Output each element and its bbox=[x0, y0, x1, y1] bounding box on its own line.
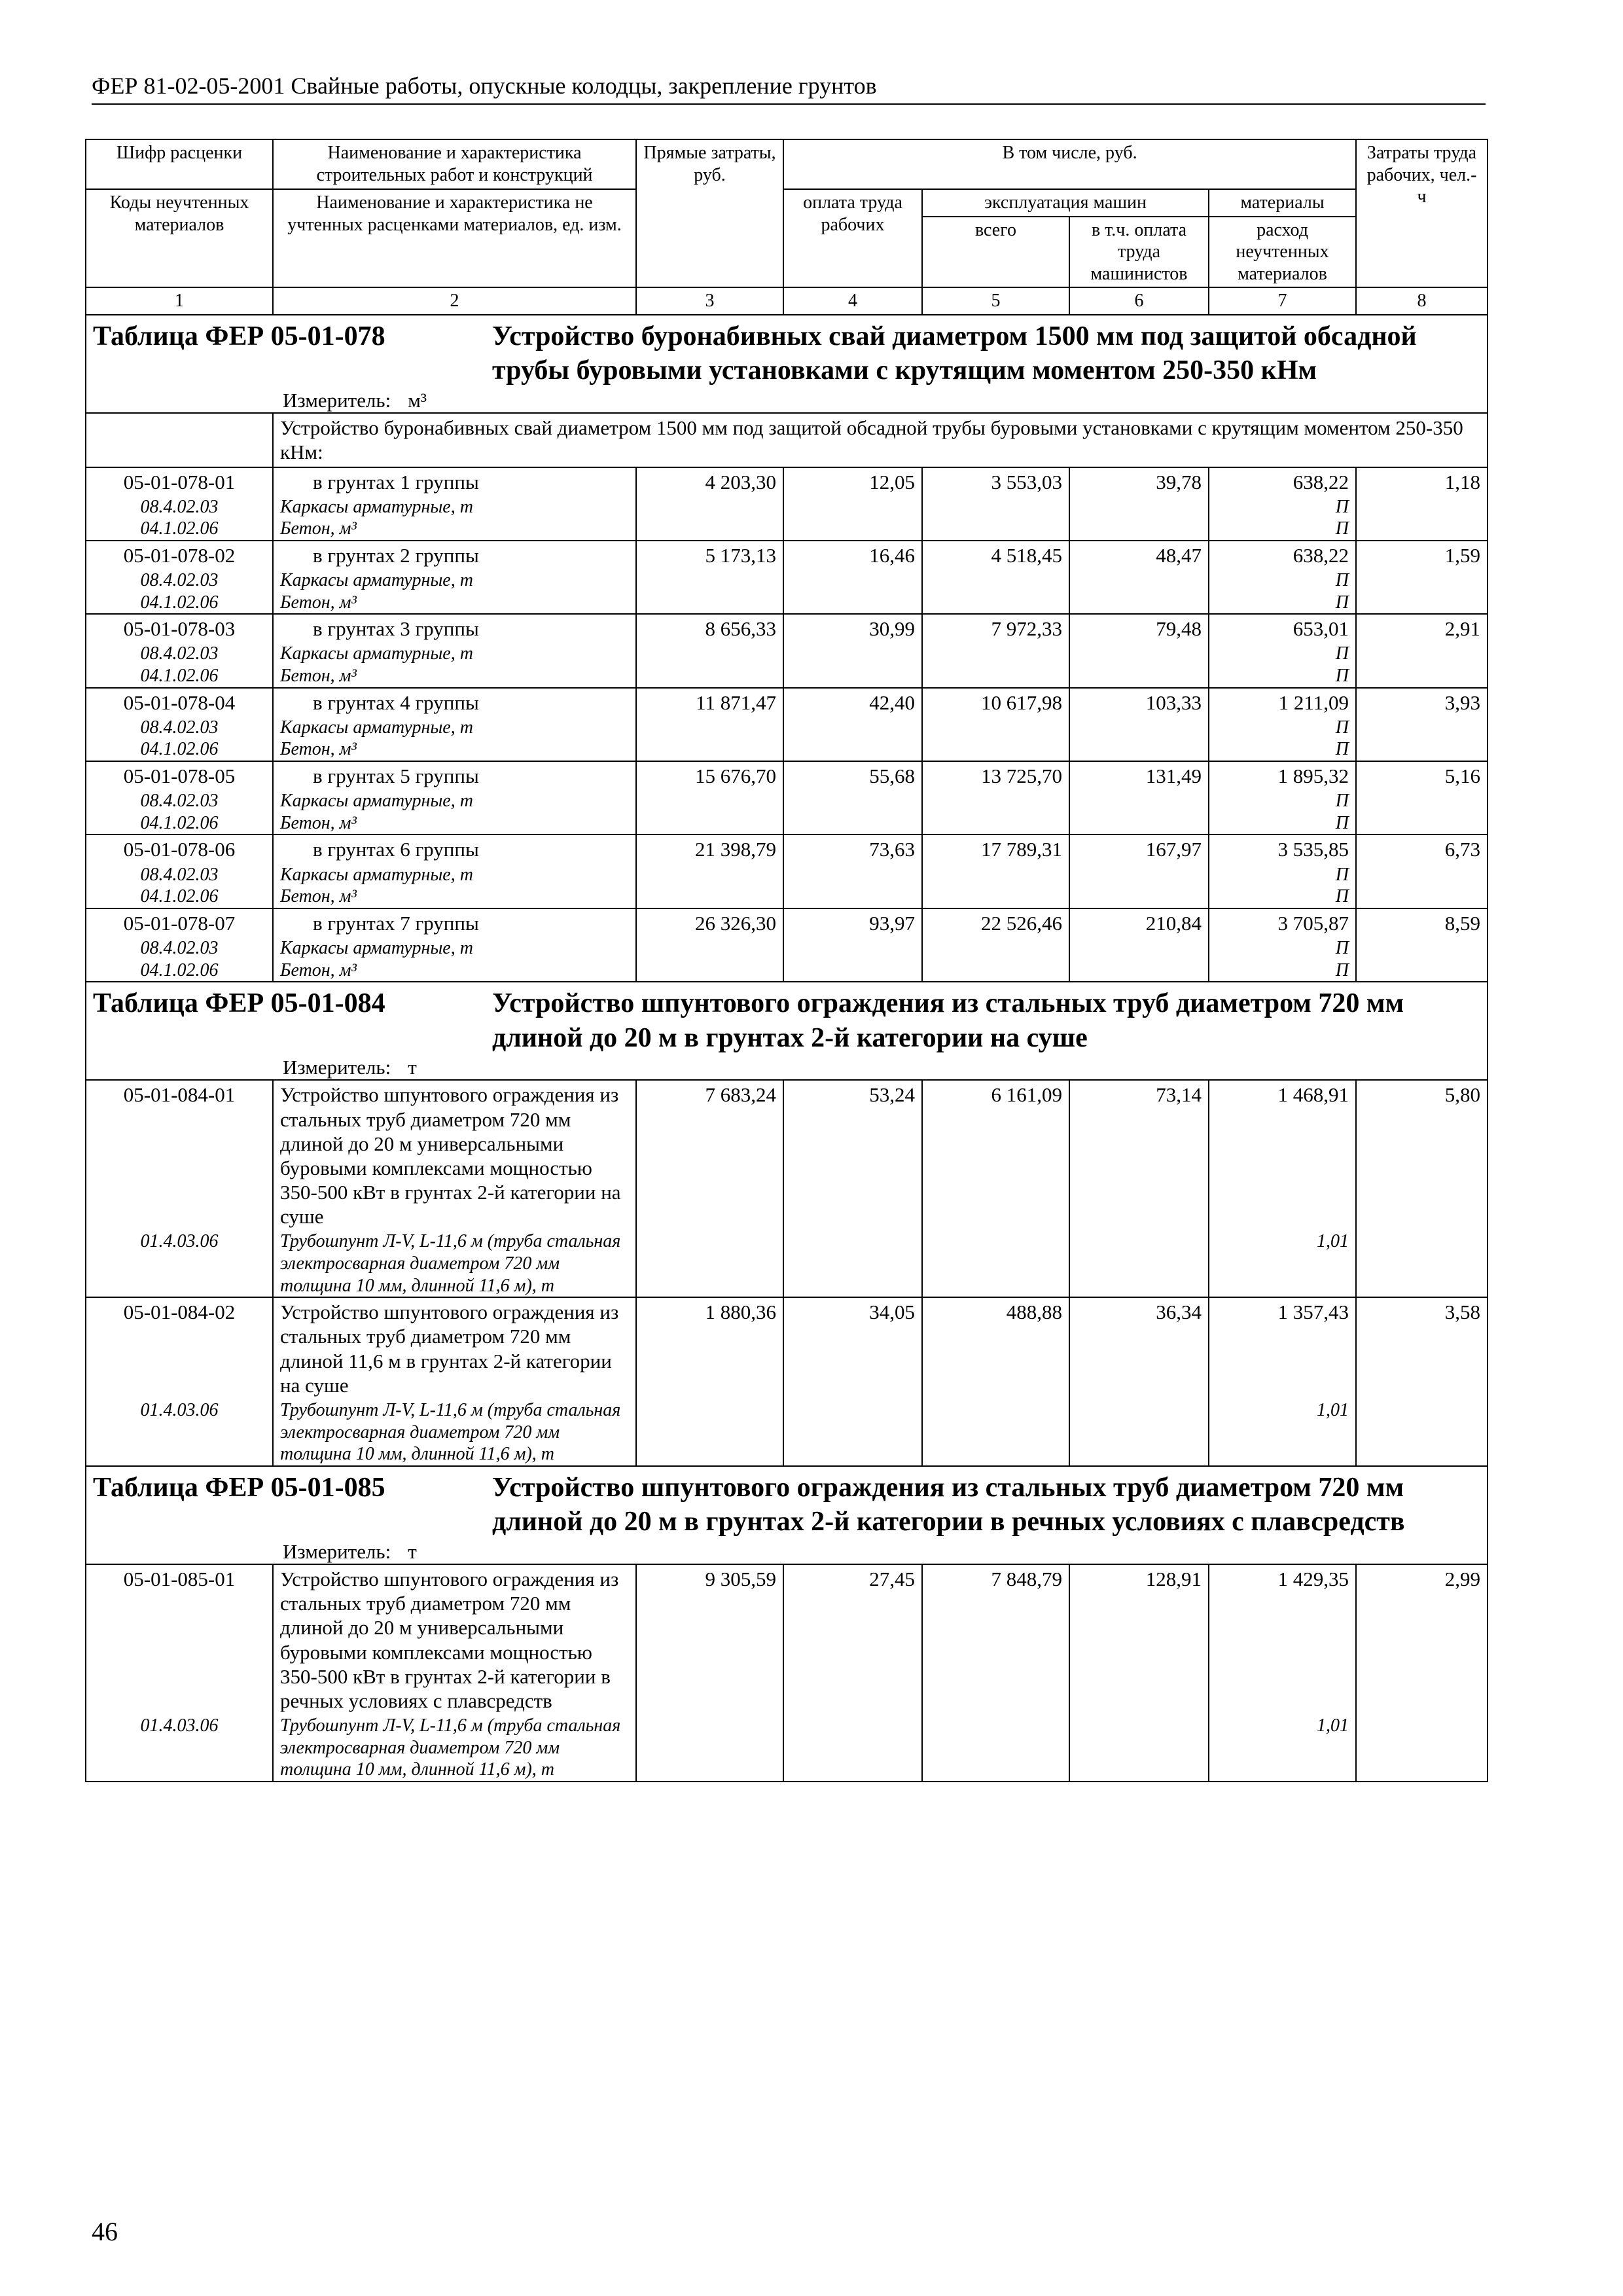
material-code: 08.4.02.03 bbox=[86, 643, 273, 665]
empty-cell bbox=[1069, 592, 1209, 615]
materials-cost: 638,22 bbox=[1209, 467, 1356, 496]
empty-cell bbox=[783, 592, 922, 615]
page-header: ФЕР 81-02-05-2001 Свайные работы, опускные колодцы, закрепление грунтов bbox=[92, 72, 1486, 105]
empty-cell bbox=[1356, 592, 1488, 615]
rate-name: в грунтах 1 группы bbox=[273, 467, 636, 496]
empty-cell bbox=[783, 937, 922, 960]
direct-cost: 26 326,30 bbox=[636, 908, 783, 937]
col-number: 5 bbox=[922, 287, 1069, 315]
header-name: Наименование и характеристика строительных работ и конструкций bbox=[273, 139, 636, 189]
empty-cell bbox=[636, 864, 783, 886]
empty-cell bbox=[922, 812, 1069, 835]
material-name: Бетон, м³ bbox=[273, 592, 636, 615]
rate-code: 05-01-078-05 bbox=[86, 761, 273, 790]
empty-cell bbox=[636, 592, 783, 615]
direct-cost: 21 398,79 bbox=[636, 834, 783, 863]
machinists-cost: 167,97 bbox=[1069, 834, 1209, 863]
empty-cell bbox=[1069, 518, 1209, 541]
header-labor: оплата труда рабочих bbox=[783, 189, 922, 287]
machinists-cost: 39,78 bbox=[1069, 467, 1209, 496]
material-code: 01.4.03.06 bbox=[86, 1715, 273, 1782]
machines-cost: 6 161,09 bbox=[922, 1080, 1069, 1230]
table-title-block bbox=[86, 982, 1488, 1080]
material-qty: П bbox=[1209, 665, 1356, 688]
empty-cell bbox=[922, 937, 1069, 960]
material-row bbox=[86, 1399, 1488, 1466]
material-code: 08.4.02.03 bbox=[86, 864, 273, 886]
empty-cell bbox=[1356, 1715, 1488, 1782]
machinists-cost: 128,91 bbox=[1069, 1564, 1209, 1715]
materials-cost: 3 705,87 bbox=[1209, 908, 1356, 937]
table-label: Таблица ФЕР 05-01-085 bbox=[93, 1472, 385, 1503]
labor-cost: 27,45 bbox=[783, 1564, 922, 1715]
material-name: Каркасы арматурные, т bbox=[273, 790, 636, 812]
measure-label: Измеритель: bbox=[283, 1056, 391, 1079]
rate-code: 05-01-078-02 bbox=[86, 541, 273, 569]
material-code: 04.1.02.06 bbox=[86, 592, 273, 615]
empty-cell bbox=[1356, 960, 1488, 982]
labor-hours: 2,99 bbox=[1356, 1564, 1488, 1715]
intro-row bbox=[86, 413, 1488, 467]
empty-cell bbox=[636, 790, 783, 812]
machinists-cost: 131,49 bbox=[1069, 761, 1209, 790]
empty-cell bbox=[1069, 665, 1209, 688]
material-name: Каркасы арматурные, т bbox=[273, 717, 636, 739]
material-code: 08.4.02.03 bbox=[86, 717, 273, 739]
direct-cost: 8 656,33 bbox=[636, 614, 783, 643]
material-qty: П bbox=[1209, 738, 1356, 761]
table-title-row bbox=[86, 1466, 1488, 1564]
table-title-block bbox=[86, 1466, 1488, 1564]
empty-cell bbox=[783, 665, 922, 688]
material-row bbox=[86, 1230, 1488, 1297]
table-row bbox=[86, 614, 1488, 643]
empty-cell bbox=[1069, 960, 1209, 982]
material-name: Бетон, м³ bbox=[273, 812, 636, 835]
empty-cell bbox=[1356, 886, 1488, 908]
material-row bbox=[86, 790, 1488, 812]
material-qty: П bbox=[1209, 592, 1356, 615]
material-code: 08.4.02.03 bbox=[86, 569, 273, 592]
table-row bbox=[86, 1564, 1488, 1715]
header-code: Шифр расценки bbox=[86, 139, 273, 189]
labor-hours: 6,73 bbox=[1356, 834, 1488, 863]
materials-cost: 1 357,43 bbox=[1209, 1297, 1356, 1399]
material-qty: 1,01 bbox=[1209, 1715, 1356, 1782]
header-missing-codes: Коды неучтенных материалов bbox=[86, 189, 273, 287]
col-number: 3 bbox=[636, 287, 783, 315]
material-name: Бетон, м³ bbox=[273, 738, 636, 761]
material-qty: П bbox=[1209, 790, 1356, 812]
material-name: Каркасы арматурные, т bbox=[273, 643, 636, 665]
col-number: 7 bbox=[1209, 287, 1356, 315]
empty-cell bbox=[636, 1715, 783, 1782]
rate-code: 05-01-078-04 bbox=[86, 688, 273, 717]
empty-cell bbox=[636, 496, 783, 518]
rate-code: 05-01-078-03 bbox=[86, 614, 273, 643]
empty-cell bbox=[783, 960, 922, 982]
labor-cost: 34,05 bbox=[783, 1297, 922, 1399]
empty-cell bbox=[1069, 1230, 1209, 1297]
empty-cell bbox=[783, 1230, 922, 1297]
material-code: 01.4.03.06 bbox=[86, 1399, 273, 1466]
empty-cell bbox=[783, 886, 922, 908]
empty-cell bbox=[1069, 886, 1209, 908]
rate-code: 05-01-084-02 bbox=[86, 1297, 273, 1399]
material-code: 01.4.03.06 bbox=[86, 1230, 273, 1297]
material-name: Бетон, м³ bbox=[273, 518, 636, 541]
table-title-row bbox=[86, 315, 1488, 413]
header-machines-total: всего bbox=[922, 217, 1069, 288]
labor-hours: 1,18 bbox=[1356, 467, 1488, 496]
material-name: Трубошпунт Л-V, L-11,6 м (труба стальная электросварная диаметром 720 мм толщина 10 мм, длинной 11,6 м), т bbox=[273, 1230, 636, 1297]
empty-cell bbox=[922, 960, 1069, 982]
header-direct: Прямые затраты, руб. bbox=[636, 139, 783, 287]
empty-cell bbox=[783, 1715, 922, 1782]
measure-line bbox=[93, 1055, 1480, 1079]
rate-name: Устройство шпунтового ограждения из стальных труб диаметром 720 мм длиной 11,6 м в грунтах 2-й категории на суше bbox=[273, 1297, 636, 1399]
col-number: 2 bbox=[273, 287, 636, 315]
material-row bbox=[86, 937, 1488, 960]
machines-cost: 7 972,33 bbox=[922, 614, 1069, 643]
labor-hours: 3,58 bbox=[1356, 1297, 1488, 1399]
direct-cost: 7 683,24 bbox=[636, 1080, 783, 1230]
table-row bbox=[86, 761, 1488, 790]
empty-cell bbox=[86, 413, 273, 467]
header-materials: материалы bbox=[1209, 189, 1356, 217]
materials-cost: 3 535,85 bbox=[1209, 834, 1356, 863]
empty-cell bbox=[783, 1399, 922, 1466]
table-heading: Устройство шпунтового ограждения из стальных труб диаметром 720 мм длиной до 20 м в грунтах 2-й категории на суше bbox=[492, 988, 1404, 1053]
col-number: 1 bbox=[86, 287, 273, 315]
empty-cell bbox=[922, 738, 1069, 761]
empty-cell bbox=[1356, 717, 1488, 739]
material-code: 04.1.02.06 bbox=[86, 738, 273, 761]
empty-cell bbox=[636, 643, 783, 665]
material-code: 08.4.02.03 bbox=[86, 790, 273, 812]
measure-line bbox=[93, 1539, 1480, 1564]
material-qty: П bbox=[1209, 864, 1356, 886]
empty-cell bbox=[636, 812, 783, 835]
labor-hours: 3,93 bbox=[1356, 688, 1488, 717]
rate-name: в грунтах 6 группы bbox=[273, 834, 636, 863]
rates-table bbox=[85, 139, 1488, 1782]
rate-code: 05-01-084-01 bbox=[86, 1080, 273, 1230]
empty-cell bbox=[922, 592, 1069, 615]
labor-hours: 2,91 bbox=[1356, 614, 1488, 643]
machinists-cost: 73,14 bbox=[1069, 1080, 1209, 1230]
table-row bbox=[86, 467, 1488, 496]
materials-cost: 1 429,35 bbox=[1209, 1564, 1356, 1715]
material-code: 04.1.02.06 bbox=[86, 665, 273, 688]
table-row bbox=[86, 688, 1488, 717]
rate-code: 05-01-078-07 bbox=[86, 908, 273, 937]
empty-cell bbox=[922, 665, 1069, 688]
material-name: Каркасы арматурные, т bbox=[273, 937, 636, 960]
material-qty: П bbox=[1209, 886, 1356, 908]
rate-code: 05-01-078-01 bbox=[86, 467, 273, 496]
material-row bbox=[86, 643, 1488, 665]
empty-cell bbox=[1069, 790, 1209, 812]
measure-unit: т bbox=[408, 1539, 417, 1563]
machinists-cost: 36,34 bbox=[1069, 1297, 1209, 1399]
material-name: Каркасы арматурные, т bbox=[273, 864, 636, 886]
page-number: 46 bbox=[92, 2217, 118, 2246]
header-machines: эксплуатация машин bbox=[922, 189, 1209, 217]
material-qty: П bbox=[1209, 937, 1356, 960]
empty-cell bbox=[1069, 1715, 1209, 1782]
empty-cell bbox=[922, 1399, 1069, 1466]
table-label: Таблица ФЕР 05-01-084 bbox=[93, 988, 385, 1019]
intro-text: Устройство буронабивных свай диаметром 1500 мм под защитой обсадной трубы буровыми установками с крутящим моментом 250-350 кНм: bbox=[273, 413, 1488, 467]
empty-cell bbox=[783, 569, 922, 592]
empty-cell bbox=[922, 717, 1069, 739]
material-name: Бетон, м³ bbox=[273, 886, 636, 908]
empty-cell bbox=[1356, 643, 1488, 665]
table-row bbox=[86, 1297, 1488, 1399]
measure-label: Измеритель: bbox=[283, 1539, 391, 1563]
material-code: 04.1.02.06 bbox=[86, 812, 273, 835]
empty-cell bbox=[636, 665, 783, 688]
material-qty: П bbox=[1209, 812, 1356, 835]
material-row bbox=[86, 665, 1488, 688]
direct-cost: 15 676,70 bbox=[636, 761, 783, 790]
empty-cell bbox=[1356, 569, 1488, 592]
material-qty: П bbox=[1209, 643, 1356, 665]
direct-cost: 1 880,36 bbox=[636, 1297, 783, 1399]
empty-cell bbox=[783, 864, 922, 886]
machines-cost: 17 789,31 bbox=[922, 834, 1069, 863]
col-number: 6 bbox=[1069, 287, 1209, 315]
material-name: Каркасы арматурные, т bbox=[273, 496, 636, 518]
machinists-cost: 79,48 bbox=[1069, 614, 1209, 643]
direct-cost: 4 203,30 bbox=[636, 467, 783, 496]
empty-cell bbox=[783, 812, 922, 835]
measure-unit: т bbox=[408, 1056, 417, 1079]
rate-name: Устройство шпунтового ограждения из стальных труб диаметром 720 мм длиной до 20 м универсальными буровыми комплексами мощностью 350-500 кВт в грунтах 2-й категории на суше bbox=[273, 1080, 636, 1230]
machinists-cost: 48,47 bbox=[1069, 541, 1209, 569]
empty-cell bbox=[1356, 937, 1488, 960]
empty-cell bbox=[922, 864, 1069, 886]
empty-cell bbox=[783, 738, 922, 761]
empty-cell bbox=[922, 1230, 1069, 1297]
machines-cost: 488,88 bbox=[922, 1297, 1069, 1399]
col-number: 4 bbox=[783, 287, 922, 315]
header-missing-names: Наименование и характеристика не учтенных расценками материалов, ед. изм. bbox=[273, 189, 636, 287]
empty-cell bbox=[922, 790, 1069, 812]
material-code: 04.1.02.06 bbox=[86, 886, 273, 908]
empty-cell bbox=[922, 569, 1069, 592]
empty-cell bbox=[1069, 643, 1209, 665]
empty-cell bbox=[1069, 1399, 1209, 1466]
table-row bbox=[86, 908, 1488, 937]
materials-cost: 638,22 bbox=[1209, 541, 1356, 569]
labor-cost: 12,05 bbox=[783, 467, 922, 496]
labor-cost: 53,24 bbox=[783, 1080, 922, 1230]
labor-hours: 5,80 bbox=[1356, 1080, 1488, 1230]
rate-name: в грунтах 5 группы bbox=[273, 761, 636, 790]
machines-cost: 3 553,03 bbox=[922, 467, 1069, 496]
material-row bbox=[86, 569, 1488, 592]
table-row bbox=[86, 541, 1488, 569]
material-qty: П bbox=[1209, 960, 1356, 982]
materials-cost: 653,01 bbox=[1209, 614, 1356, 643]
empty-cell bbox=[1356, 496, 1488, 518]
material-qty: 1,01 bbox=[1209, 1230, 1356, 1297]
empty-cell bbox=[636, 518, 783, 541]
table-title bbox=[93, 319, 1480, 388]
material-row bbox=[86, 717, 1488, 739]
materials-cost: 1 895,32 bbox=[1209, 761, 1356, 790]
empty-cell bbox=[783, 518, 922, 541]
rate-code: 05-01-078-06 bbox=[86, 834, 273, 863]
empty-cell bbox=[783, 496, 922, 518]
material-row bbox=[86, 592, 1488, 615]
header-materials-qty: расход неучтенных материалов bbox=[1209, 217, 1356, 288]
machines-cost: 7 848,79 bbox=[922, 1564, 1069, 1715]
labor-cost: 93,97 bbox=[783, 908, 922, 937]
empty-cell bbox=[636, 937, 783, 960]
empty-cell bbox=[636, 960, 783, 982]
empty-cell bbox=[1069, 812, 1209, 835]
rate-name: Устройство шпунтового ограждения из стальных труб диаметром 720 мм длиной до 20 м универсальными буровыми комплексами мощностью 350-500 кВт в грунтах 2-й категории в речных условиях с плавсредств bbox=[273, 1564, 636, 1715]
empty-cell bbox=[1356, 812, 1488, 835]
empty-cell bbox=[783, 643, 922, 665]
empty-cell bbox=[1069, 569, 1209, 592]
empty-cell bbox=[1356, 738, 1488, 761]
header-machines-labor: в т.ч. оплата труда машинистов bbox=[1069, 217, 1209, 288]
material-name: Трубошпунт Л-V, L-11,6 м (труба стальная электросварная диаметром 720 мм толщина 10 мм, длинной 11,6 м), т bbox=[273, 1399, 636, 1466]
material-name: Бетон, м³ bbox=[273, 665, 636, 688]
table-title-block bbox=[86, 315, 1488, 413]
material-row bbox=[86, 960, 1488, 982]
empty-cell bbox=[1356, 1230, 1488, 1297]
labor-cost: 16,46 bbox=[783, 541, 922, 569]
direct-cost: 11 871,47 bbox=[636, 688, 783, 717]
material-row bbox=[86, 1715, 1488, 1782]
empty-cell bbox=[636, 886, 783, 908]
labor-cost: 42,40 bbox=[783, 688, 922, 717]
empty-cell bbox=[783, 717, 922, 739]
empty-cell bbox=[636, 717, 783, 739]
labor-hours: 8,59 bbox=[1356, 908, 1488, 937]
empty-cell bbox=[1356, 1399, 1488, 1466]
material-row bbox=[86, 886, 1488, 908]
rate-name: в грунтах 3 группы bbox=[273, 614, 636, 643]
measure-unit: м³ bbox=[408, 388, 427, 412]
table-heading: Устройство шпунтового ограждения из стальных труб диаметром 720 мм длиной до 20 м в грунтах 2-й категории в речных условиях с плавсредств bbox=[492, 1472, 1405, 1537]
rate-name: в грунтах 7 группы bbox=[273, 908, 636, 937]
material-row bbox=[86, 496, 1488, 518]
table-title bbox=[93, 986, 1480, 1055]
material-row bbox=[86, 812, 1488, 835]
empty-cell bbox=[1069, 937, 1209, 960]
material-row bbox=[86, 738, 1488, 761]
header-group: В том числе, руб. bbox=[783, 139, 1356, 189]
material-qty: П bbox=[1209, 496, 1356, 518]
table-title-row bbox=[86, 982, 1488, 1080]
material-qty: П bbox=[1209, 717, 1356, 739]
rate-name: в грунтах 2 группы bbox=[273, 541, 636, 569]
machines-cost: 13 725,70 bbox=[922, 761, 1069, 790]
table-title bbox=[93, 1471, 1480, 1539]
empty-cell bbox=[636, 1230, 783, 1297]
material-code: 04.1.02.06 bbox=[86, 960, 273, 982]
machinists-cost: 103,33 bbox=[1069, 688, 1209, 717]
measure-label: Измеритель: bbox=[283, 388, 391, 412]
material-qty: 1,01 bbox=[1209, 1399, 1356, 1466]
material-code: 08.4.02.03 bbox=[86, 496, 273, 518]
labor-hours: 1,59 bbox=[1356, 541, 1488, 569]
header-hours: Затраты труда рабочих, чел.-ч bbox=[1356, 139, 1488, 287]
material-code: 04.1.02.06 bbox=[86, 518, 273, 541]
empty-cell bbox=[1356, 665, 1488, 688]
machines-cost: 4 518,45 bbox=[922, 541, 1069, 569]
empty-cell bbox=[1356, 518, 1488, 541]
materials-cost: 1 468,91 bbox=[1209, 1080, 1356, 1230]
table-row bbox=[86, 1080, 1488, 1230]
machines-cost: 10 617,98 bbox=[922, 688, 1069, 717]
measure-line bbox=[93, 388, 1480, 412]
empty-cell bbox=[1356, 790, 1488, 812]
material-code: 08.4.02.03 bbox=[86, 937, 273, 960]
material-name: Каркасы арматурные, т bbox=[273, 569, 636, 592]
labor-cost: 73,63 bbox=[783, 834, 922, 863]
direct-cost: 9 305,59 bbox=[636, 1564, 783, 1715]
empty-cell bbox=[636, 738, 783, 761]
empty-cell bbox=[922, 1715, 1069, 1782]
empty-cell bbox=[922, 496, 1069, 518]
empty-cell bbox=[1069, 864, 1209, 886]
empty-cell bbox=[783, 790, 922, 812]
direct-cost: 5 173,13 bbox=[636, 541, 783, 569]
empty-cell bbox=[1069, 717, 1209, 739]
rate-code: 05-01-085-01 bbox=[86, 1564, 273, 1715]
table-heading: Устройство буронабивных свай диаметром 1500 мм под защитой обсадной трубы буровыми установками с крутящим моментом 250-350 кНм bbox=[492, 321, 1417, 386]
empty-cell bbox=[636, 569, 783, 592]
col-number: 8 bbox=[1356, 287, 1488, 315]
empty-cell bbox=[922, 643, 1069, 665]
empty-cell bbox=[922, 518, 1069, 541]
empty-cell bbox=[636, 1399, 783, 1466]
material-qty: П bbox=[1209, 518, 1356, 541]
material-row bbox=[86, 518, 1488, 541]
table-label: Таблица ФЕР 05-01-078 bbox=[93, 321, 385, 351]
empty-cell bbox=[1069, 496, 1209, 518]
material-name: Трубошпунт Л-V, L-11,6 м (труба стальная электросварная диаметром 720 мм толщина 10 мм, длинной 11,6 м), т bbox=[273, 1715, 636, 1782]
empty-cell bbox=[1356, 864, 1488, 886]
material-qty: П bbox=[1209, 569, 1356, 592]
machinists-cost: 210,84 bbox=[1069, 908, 1209, 937]
materials-cost: 1 211,09 bbox=[1209, 688, 1356, 717]
rate-name: в грунтах 4 группы bbox=[273, 688, 636, 717]
labor-cost: 55,68 bbox=[783, 761, 922, 790]
labor-hours: 5,16 bbox=[1356, 761, 1488, 790]
table-row bbox=[86, 834, 1488, 863]
empty-cell bbox=[922, 886, 1069, 908]
material-row bbox=[86, 864, 1488, 886]
labor-cost: 30,99 bbox=[783, 614, 922, 643]
machines-cost: 22 526,46 bbox=[922, 908, 1069, 937]
material-name: Бетон, м³ bbox=[273, 960, 636, 982]
empty-cell bbox=[1069, 738, 1209, 761]
